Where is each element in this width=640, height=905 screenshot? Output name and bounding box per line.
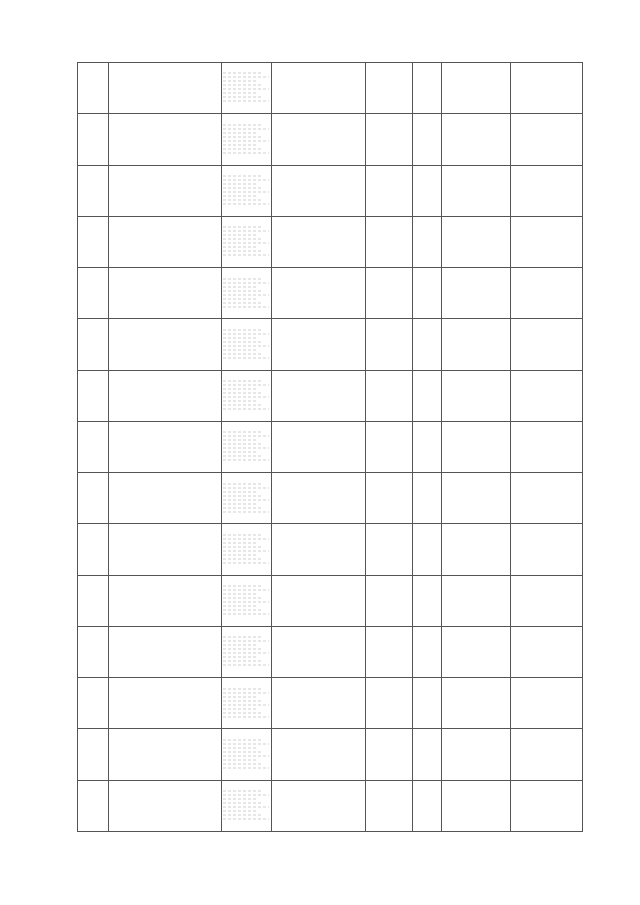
text-line-placeholder xyxy=(223,341,262,343)
cadastral-number-cell xyxy=(109,63,222,114)
cadastral-number-cell xyxy=(109,165,222,216)
text-line-placeholder xyxy=(223,636,262,638)
cadastral-number-cell xyxy=(109,678,222,729)
permitted-use-cell xyxy=(365,575,412,626)
text-line-placeholder xyxy=(223,546,262,548)
text-line-placeholder xyxy=(223,408,269,410)
text-line-placeholder xyxy=(223,400,255,402)
value-b-cell xyxy=(442,319,511,370)
text-line-placeholder xyxy=(223,640,269,642)
text-line-placeholder xyxy=(223,128,269,130)
object-description-cell xyxy=(222,370,271,421)
table-row xyxy=(78,626,583,677)
value-c-cell xyxy=(511,165,582,216)
text-line-placeholder xyxy=(223,199,262,201)
text-line-placeholder xyxy=(223,605,255,607)
land-parcel-table xyxy=(77,62,583,832)
text-line-placeholder xyxy=(223,759,255,761)
text-line-placeholder xyxy=(223,716,269,718)
text-line-placeholder xyxy=(223,483,262,485)
object-description-cell xyxy=(222,575,271,626)
row-number-cell xyxy=(78,370,109,421)
text-line-placeholder xyxy=(223,818,269,820)
value-a-cell xyxy=(412,165,441,216)
cadastral-number-cell xyxy=(109,319,222,370)
text-line-placeholder xyxy=(223,435,269,437)
text-line-placeholder xyxy=(223,499,269,501)
permitted-use-cell xyxy=(365,165,412,216)
land-category-cell xyxy=(271,319,365,370)
row-number-cell xyxy=(78,626,109,677)
value-a-cell xyxy=(412,421,441,472)
text-line-placeholder xyxy=(223,507,262,509)
text-line-placeholder xyxy=(223,80,255,82)
text-line-placeholder xyxy=(223,743,269,745)
text-line-placeholder xyxy=(223,396,269,398)
text-line-placeholder xyxy=(223,226,262,228)
text-line-placeholder xyxy=(223,191,269,193)
value-b-cell xyxy=(442,268,511,319)
description-text-block xyxy=(223,585,269,625)
value-b-cell xyxy=(442,780,511,831)
permitted-use-cell xyxy=(365,114,412,165)
text-line-placeholder xyxy=(223,140,269,142)
text-line-placeholder xyxy=(223,294,269,296)
value-c-cell xyxy=(511,575,582,626)
land-category-cell xyxy=(271,575,365,626)
text-line-placeholder xyxy=(223,503,255,505)
permitted-use-cell xyxy=(365,216,412,267)
text-line-placeholder xyxy=(223,175,262,177)
row-number-cell xyxy=(78,421,109,472)
row-number-cell xyxy=(78,216,109,267)
text-line-placeholder xyxy=(223,250,262,252)
land-category-cell xyxy=(271,114,365,165)
value-b-cell xyxy=(442,114,511,165)
cadastral-number-cell xyxy=(109,370,222,421)
text-line-placeholder xyxy=(223,664,269,666)
text-line-placeholder xyxy=(223,439,255,441)
text-line-placeholder xyxy=(223,92,255,94)
text-line-placeholder xyxy=(223,183,255,185)
description-text-block xyxy=(223,534,269,574)
text-line-placeholder xyxy=(223,648,262,650)
text-line-placeholder xyxy=(223,136,262,138)
value-a-cell xyxy=(412,216,441,267)
value-b-cell xyxy=(442,729,511,780)
description-text-block xyxy=(223,739,269,779)
description-text-block xyxy=(223,431,269,471)
text-line-placeholder xyxy=(223,404,262,406)
text-line-placeholder xyxy=(223,76,269,78)
text-line-placeholder xyxy=(223,495,262,497)
description-text-block xyxy=(223,72,269,112)
row-number-cell xyxy=(78,780,109,831)
text-line-placeholder xyxy=(223,152,269,154)
permitted-use-cell xyxy=(365,421,412,472)
text-line-placeholder xyxy=(223,814,262,816)
text-line-placeholder xyxy=(223,96,262,98)
text-line-placeholder xyxy=(223,688,262,690)
cadastral-number-cell xyxy=(109,575,222,626)
text-line-placeholder xyxy=(223,763,262,765)
text-line-placeholder xyxy=(223,747,255,749)
text-line-placeholder xyxy=(223,254,269,256)
object-description-cell xyxy=(222,678,271,729)
text-line-placeholder xyxy=(223,282,269,284)
text-line-placeholder xyxy=(223,132,255,134)
description-text-block xyxy=(223,790,269,830)
value-c-cell xyxy=(511,780,582,831)
value-a-cell xyxy=(412,473,441,524)
text-line-placeholder xyxy=(223,660,262,662)
text-line-placeholder xyxy=(223,562,269,564)
value-b-cell xyxy=(442,63,511,114)
text-line-placeholder xyxy=(223,794,269,796)
text-line-placeholder xyxy=(223,585,262,587)
text-line-placeholder xyxy=(223,329,262,331)
table-row xyxy=(78,216,583,267)
text-line-placeholder xyxy=(223,451,255,453)
table-row xyxy=(78,678,583,729)
object-description-cell xyxy=(222,780,271,831)
text-line-placeholder xyxy=(223,353,262,355)
value-a-cell xyxy=(412,626,441,677)
text-line-placeholder xyxy=(223,179,269,181)
text-line-placeholder xyxy=(223,203,269,205)
table-row xyxy=(78,780,583,831)
text-line-placeholder xyxy=(223,124,262,126)
text-line-placeholder xyxy=(223,550,269,552)
text-line-placeholder xyxy=(223,554,255,556)
text-line-placeholder xyxy=(223,298,255,300)
text-line-placeholder xyxy=(223,195,255,197)
permitted-use-cell xyxy=(365,319,412,370)
permitted-use-cell xyxy=(365,780,412,831)
permitted-use-cell xyxy=(365,268,412,319)
value-a-cell xyxy=(412,63,441,114)
text-line-placeholder xyxy=(223,613,269,615)
text-line-placeholder xyxy=(223,349,255,351)
text-line-placeholder xyxy=(223,230,269,232)
text-line-placeholder xyxy=(223,708,255,710)
text-line-placeholder xyxy=(223,696,255,698)
table-body xyxy=(78,63,583,832)
text-line-placeholder xyxy=(223,100,269,102)
table-row xyxy=(78,524,583,575)
text-line-placeholder xyxy=(223,447,269,449)
value-c-cell xyxy=(511,114,582,165)
text-line-placeholder xyxy=(223,491,255,493)
description-text-block xyxy=(223,124,269,164)
table-row xyxy=(78,575,583,626)
text-line-placeholder xyxy=(223,712,262,714)
object-description-cell xyxy=(222,524,271,575)
cadastral-number-cell xyxy=(109,524,222,575)
text-line-placeholder xyxy=(223,700,262,702)
object-description-cell xyxy=(222,473,271,524)
object-description-cell xyxy=(222,268,271,319)
text-line-placeholder xyxy=(223,767,269,769)
row-number-cell xyxy=(78,165,109,216)
description-text-block xyxy=(223,636,269,676)
object-description-cell xyxy=(222,216,271,267)
text-line-placeholder xyxy=(223,558,262,560)
text-line-placeholder xyxy=(223,246,255,248)
land-category-cell xyxy=(271,473,365,524)
land-category-cell xyxy=(271,63,365,114)
description-text-block xyxy=(223,483,269,523)
land-category-cell xyxy=(271,268,365,319)
description-text-block xyxy=(223,329,269,369)
description-text-block xyxy=(223,278,269,318)
row-number-cell xyxy=(78,575,109,626)
table-row xyxy=(78,370,583,421)
text-line-placeholder xyxy=(223,609,262,611)
value-b-cell xyxy=(442,370,511,421)
value-c-cell xyxy=(511,268,582,319)
text-line-placeholder xyxy=(223,84,262,86)
text-line-placeholder xyxy=(223,388,255,390)
object-description-cell xyxy=(222,626,271,677)
text-line-placeholder xyxy=(223,652,269,654)
permitted-use-cell xyxy=(365,63,412,114)
text-line-placeholder xyxy=(223,644,255,646)
cadastral-number-cell xyxy=(109,729,222,780)
land-category-cell xyxy=(271,524,365,575)
text-line-placeholder xyxy=(223,148,262,150)
object-description-cell xyxy=(222,63,271,114)
permitted-use-cell xyxy=(365,370,412,421)
text-line-placeholder xyxy=(223,542,255,544)
text-line-placeholder xyxy=(223,242,269,244)
description-text-block xyxy=(223,226,269,266)
object-description-cell xyxy=(222,729,271,780)
text-line-placeholder xyxy=(223,704,269,706)
permitted-use-cell xyxy=(365,678,412,729)
text-line-placeholder xyxy=(223,739,262,741)
text-line-placeholder xyxy=(223,380,262,382)
value-b-cell xyxy=(442,626,511,677)
text-line-placeholder xyxy=(223,384,269,386)
land-category-cell xyxy=(271,165,365,216)
value-a-cell xyxy=(412,114,441,165)
text-line-placeholder xyxy=(223,806,269,808)
land-category-cell xyxy=(271,370,365,421)
text-line-placeholder xyxy=(223,337,255,339)
value-a-cell xyxy=(412,268,441,319)
object-description-cell xyxy=(222,165,271,216)
text-line-placeholder xyxy=(223,278,262,280)
description-text-block xyxy=(223,380,269,420)
cadastral-number-cell xyxy=(109,216,222,267)
text-line-placeholder xyxy=(223,431,262,433)
value-a-cell xyxy=(412,319,441,370)
permitted-use-cell xyxy=(365,524,412,575)
text-line-placeholder xyxy=(223,333,269,335)
table-row xyxy=(78,421,583,472)
object-description-cell xyxy=(222,319,271,370)
value-b-cell xyxy=(442,165,511,216)
cadastral-number-cell xyxy=(109,114,222,165)
object-description-cell xyxy=(222,421,271,472)
text-line-placeholder xyxy=(223,755,269,757)
value-c-cell xyxy=(511,524,582,575)
object-description-cell xyxy=(222,114,271,165)
text-line-placeholder xyxy=(223,593,255,595)
text-line-placeholder xyxy=(223,306,269,308)
row-number-cell xyxy=(78,678,109,729)
text-line-placeholder xyxy=(223,290,262,292)
row-number-cell xyxy=(78,268,109,319)
text-line-placeholder xyxy=(223,187,262,189)
value-b-cell xyxy=(442,524,511,575)
row-number-cell xyxy=(78,524,109,575)
value-c-cell xyxy=(511,421,582,472)
text-line-placeholder xyxy=(223,345,269,347)
text-line-placeholder xyxy=(223,511,269,513)
text-line-placeholder xyxy=(223,487,269,489)
description-text-block xyxy=(223,175,269,215)
value-c-cell xyxy=(511,216,582,267)
row-number-cell xyxy=(78,473,109,524)
text-line-placeholder xyxy=(223,302,262,304)
text-line-placeholder xyxy=(223,72,262,74)
text-line-placeholder xyxy=(223,534,262,536)
permitted-use-cell xyxy=(365,626,412,677)
land-category-cell xyxy=(271,780,365,831)
text-line-placeholder xyxy=(223,88,269,90)
value-c-cell xyxy=(511,473,582,524)
value-b-cell xyxy=(442,575,511,626)
text-line-placeholder xyxy=(223,538,269,540)
text-line-placeholder xyxy=(223,589,269,591)
text-line-placeholder xyxy=(223,810,255,812)
text-line-placeholder xyxy=(223,798,255,800)
table-row xyxy=(78,268,583,319)
land-category-cell xyxy=(271,678,365,729)
row-number-cell xyxy=(78,729,109,780)
value-b-cell xyxy=(442,216,511,267)
text-line-placeholder xyxy=(223,443,262,445)
row-number-cell xyxy=(78,319,109,370)
text-line-placeholder xyxy=(223,656,255,658)
cadastral-number-cell xyxy=(109,626,222,677)
value-b-cell xyxy=(442,473,511,524)
table-row xyxy=(78,473,583,524)
permitted-use-cell xyxy=(365,729,412,780)
text-line-placeholder xyxy=(223,597,262,599)
value-c-cell xyxy=(511,370,582,421)
text-line-placeholder xyxy=(223,392,262,394)
value-b-cell xyxy=(442,421,511,472)
text-line-placeholder xyxy=(223,286,255,288)
value-c-cell xyxy=(511,319,582,370)
description-text-block xyxy=(223,688,269,728)
table-row xyxy=(78,165,583,216)
table-row xyxy=(78,729,583,780)
value-a-cell xyxy=(412,780,441,831)
value-b-cell xyxy=(442,678,511,729)
cadastral-number-cell xyxy=(109,268,222,319)
value-c-cell xyxy=(511,63,582,114)
cadastral-number-cell xyxy=(109,473,222,524)
land-category-cell xyxy=(271,626,365,677)
value-a-cell xyxy=(412,729,441,780)
text-line-placeholder xyxy=(223,802,262,804)
text-line-placeholder xyxy=(223,601,269,603)
row-number-cell xyxy=(78,114,109,165)
row-number-cell xyxy=(78,63,109,114)
text-line-placeholder xyxy=(223,455,262,457)
permitted-use-cell xyxy=(365,473,412,524)
value-c-cell xyxy=(511,678,582,729)
value-a-cell xyxy=(412,575,441,626)
table-row xyxy=(78,319,583,370)
value-a-cell xyxy=(412,678,441,729)
value-a-cell xyxy=(412,370,441,421)
text-line-placeholder xyxy=(223,692,269,694)
land-category-cell xyxy=(271,729,365,780)
text-line-placeholder xyxy=(223,459,269,461)
cadastral-number-cell xyxy=(109,421,222,472)
value-c-cell xyxy=(511,626,582,677)
land-category-cell xyxy=(271,421,365,472)
cadastral-number-cell xyxy=(109,780,222,831)
text-line-placeholder xyxy=(223,144,255,146)
value-c-cell xyxy=(511,729,582,780)
land-category-cell xyxy=(271,216,365,267)
text-line-placeholder xyxy=(223,238,262,240)
table-row xyxy=(78,63,583,114)
text-line-placeholder xyxy=(223,790,262,792)
value-a-cell xyxy=(412,524,441,575)
table-row xyxy=(78,114,583,165)
text-line-placeholder xyxy=(223,751,262,753)
text-line-placeholder xyxy=(223,357,269,359)
text-line-placeholder xyxy=(223,234,255,236)
